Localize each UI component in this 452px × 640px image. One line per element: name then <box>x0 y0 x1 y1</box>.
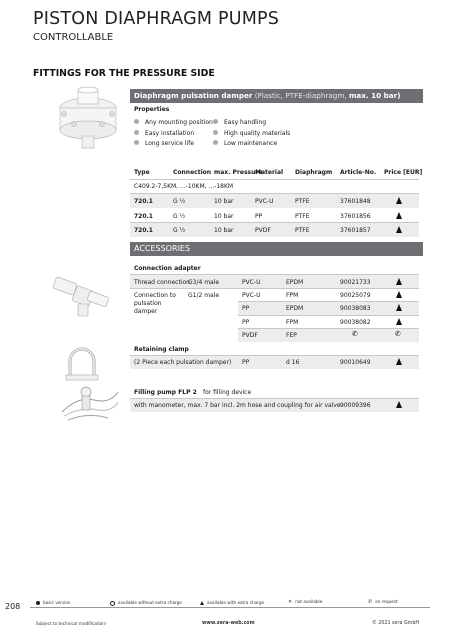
row-connection: G ½ <box>173 227 186 234</box>
row-diaphragm: PTFE <box>295 227 310 234</box>
pump-row-article: 90009396 <box>340 402 371 409</box>
col-header-price: Price [EUR] <box>384 169 423 176</box>
no-charge-icon <box>110 601 115 606</box>
damper-title-max: max. 10 bar) <box>348 91 401 100</box>
row-article: 37601857 <box>340 227 371 234</box>
row-type: 720.1 <box>134 198 153 205</box>
clamp-size: d 16 <box>286 359 300 366</box>
accessories-title-bar <box>130 242 423 256</box>
connection-adapter-label: Connection adapter <box>134 265 201 272</box>
page-subtitle: CONTROLLABLE <box>33 32 114 43</box>
col-header-type: Type <box>134 169 150 176</box>
adapter-material: PVC-U <box>242 279 261 286</box>
retaining-clamp-label: Retaining clamp <box>134 346 189 353</box>
price-triangle-icon <box>396 226 402 233</box>
bullet-icon <box>134 119 139 124</box>
table-row <box>238 302 419 315</box>
col-header-pressure: max. Pressure <box>214 169 263 176</box>
extra-charge-icon <box>200 601 204 605</box>
adapter-seal: FPM <box>286 292 299 299</box>
price-triangle-icon <box>396 197 402 204</box>
row-diaphragm: PTFE <box>295 213 310 220</box>
row-article: 37601848 <box>340 198 371 205</box>
page-number: 208 <box>5 602 21 611</box>
price-triangle-icon <box>396 291 402 298</box>
bullet-icon <box>213 119 218 124</box>
legend-on-request: ✆ on request <box>368 599 398 605</box>
bullet-icon <box>134 140 139 145</box>
row-diaphragm: PTFE <box>295 198 310 205</box>
property-item: Long service life <box>134 139 213 150</box>
adapter-material: PP <box>242 319 250 326</box>
adapter-seal: FEP <box>286 332 297 339</box>
divider <box>238 315 419 316</box>
legend-not-available: ✕ not available <box>288 599 323 605</box>
clamp-desc: (2 Piece each pulsation damper) <box>134 359 232 366</box>
on-request-icon: ✆ <box>395 330 401 338</box>
connection-adapter-image <box>48 268 116 318</box>
basic-version-icon <box>36 601 40 605</box>
property-item: Easy handling <box>213 118 290 129</box>
clamp-material: PP <box>242 359 250 366</box>
col-header-material: Material <box>255 169 284 176</box>
row-pressure: 10 bar <box>214 213 234 220</box>
pump-row-desc: with manometer, max. 7 bar incl. 2m hose and coupling for air valve <box>134 402 341 409</box>
row-type: 720.1 <box>134 227 153 234</box>
row-connection: G ½ <box>173 213 186 220</box>
price-triangle-icon <box>396 304 402 311</box>
adapter-article: 90021733 <box>340 279 371 286</box>
adapter-connection: G3/4 male <box>188 279 220 286</box>
property-item: Low maintenance <box>213 139 290 150</box>
properties-column-2 <box>213 118 290 150</box>
legend-no-charge: available without extra charge <box>110 600 182 606</box>
adapter-article: 90038082 <box>340 319 371 326</box>
adapter-material: PP <box>242 305 250 312</box>
bullet-icon <box>134 130 139 135</box>
price-triangle-icon <box>396 212 402 219</box>
footer-divider <box>30 607 430 608</box>
properties-column-1 <box>134 118 213 150</box>
col-header-article: Article-No. <box>340 169 377 176</box>
adapter-seal: FPM <box>286 319 299 326</box>
not-available-icon: ✕ <box>288 599 293 605</box>
on-request-icon: ✆ <box>368 599 373 605</box>
col-header-diaphragm: Diaphragm <box>295 169 333 176</box>
row-type: 720.1 <box>134 213 153 220</box>
pulsation-damper-image <box>52 86 124 152</box>
adapter-seal: EPDM <box>286 305 304 312</box>
adapter-desc: Thread connection <box>134 279 190 286</box>
retaining-clamp-image <box>62 345 102 381</box>
divider <box>130 179 419 180</box>
properties-label: Properties <box>134 106 170 113</box>
damper-title-spec: (Plastic, PTFE-diaphragm, <box>254 91 347 100</box>
legend-basic: basic version <box>36 600 71 605</box>
row-material: PVC-U <box>255 198 274 205</box>
adapter-connection: G1/2 male <box>188 292 220 299</box>
adapter-seal: EPDM <box>286 279 304 286</box>
legend-extra-charge: available with extra charge <box>200 600 264 605</box>
filling-pump-desc: for filling device <box>203 389 252 396</box>
property-item: Any mounting position <box>134 118 213 129</box>
on-request-icon: ✆ <box>352 330 358 338</box>
row-pressure: 10 bar <box>214 227 234 234</box>
website-link[interactable]: www.sera-web.com <box>202 621 255 626</box>
adapter-article: 90038083 <box>340 305 371 312</box>
row-article: 37601856 <box>340 213 371 220</box>
damper-title: Diaphragm pulsation damper <box>134 91 253 100</box>
adapter-desc: Connection to pulsation damper <box>134 292 176 315</box>
copyright: © 2021 sera GmbH <box>372 621 419 626</box>
page-title: PISTON DIAPHRAGM PUMPS <box>33 9 280 29</box>
row-material: PP <box>255 213 263 220</box>
accessories-title: ACCESSORIES <box>134 244 191 253</box>
table-row <box>238 329 419 342</box>
pump-note: C409.2-7,5KM, ...-10KM, ...-18KM <box>134 183 234 190</box>
clamp-article: 90010649 <box>340 359 371 366</box>
damper-title-bar <box>130 89 423 103</box>
bullet-icon <box>213 130 218 135</box>
adapter-material: PVC-U <box>242 292 261 299</box>
bullet-icon <box>213 140 218 145</box>
divider <box>130 288 419 289</box>
row-connection: G ½ <box>173 198 186 205</box>
filling-pump-label: Filling pump FLP 2 <box>134 389 197 396</box>
property-item: Easy installation <box>134 129 213 140</box>
section-title: FITTINGS FOR THE PRESSURE SIDE <box>33 68 215 79</box>
property-item: High quality materials <box>213 129 290 140</box>
adapter-material: PVDF <box>242 332 258 339</box>
row-material: PVDF <box>255 227 271 234</box>
filling-pump-image <box>58 382 122 424</box>
adapter-article: 90025079 <box>340 292 371 299</box>
price-triangle-icon <box>396 401 402 408</box>
col-header-connection: Connection <box>173 169 212 176</box>
price-triangle-icon <box>396 358 402 365</box>
row-pressure: 10 bar <box>214 198 234 205</box>
disclaimer: Subject to technical modification! <box>36 621 107 626</box>
price-triangle-icon <box>396 318 402 325</box>
price-triangle-icon <box>396 278 402 285</box>
